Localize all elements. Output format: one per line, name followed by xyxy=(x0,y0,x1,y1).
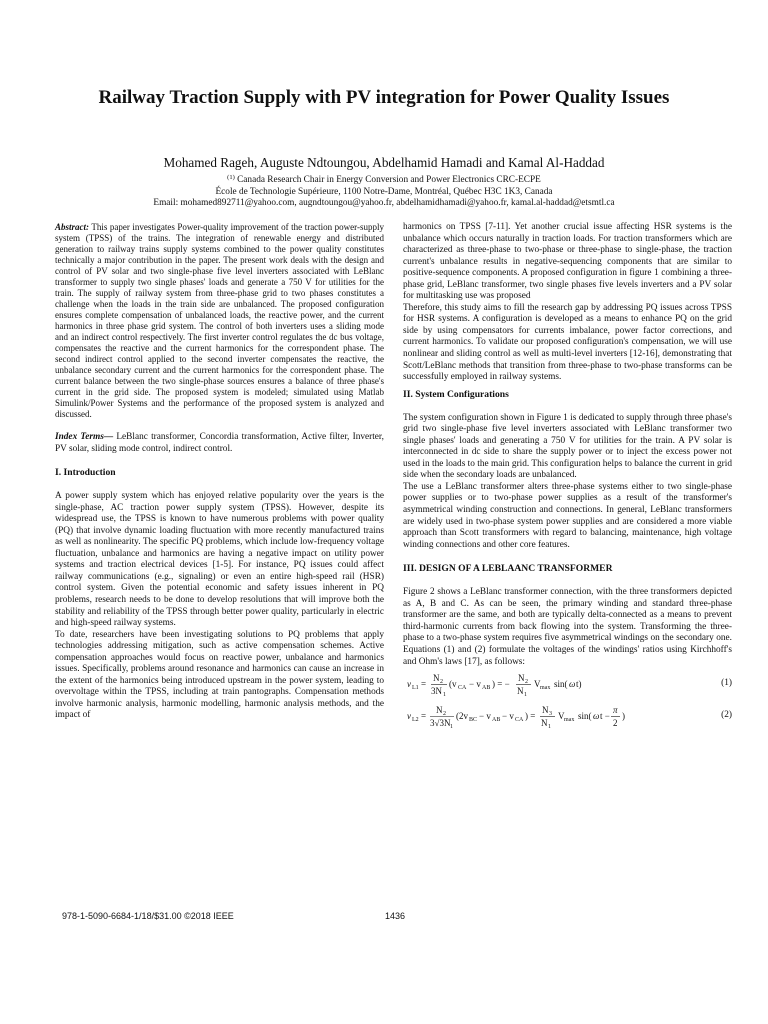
svg-text:− v: − v xyxy=(502,711,514,722)
svg-text:2: 2 xyxy=(443,711,446,718)
index-terms-label: Index Terms— xyxy=(55,432,114,442)
intro-heading: I. Introduction xyxy=(55,467,116,479)
affiliation-marker: (1) xyxy=(227,174,235,181)
svg-text:2: 2 xyxy=(525,679,528,686)
paper-title: Railway Traction Supply with PV integration for Power Quality Issues xyxy=(98,87,670,108)
svg-text:N: N xyxy=(433,673,440,684)
svg-text:N: N xyxy=(541,718,548,729)
svg-text:=: = xyxy=(421,711,427,722)
svg-text:− v: − v xyxy=(469,679,481,690)
svg-text:) =: ) = xyxy=(525,711,536,722)
design-paragraph-1: Figure 2 shows a LeBlanc transformer connection, with the three transformers depicted as A, B and C. As can be seen, the primary winding and standard three-phase transformer are the same, and both are typically delta-connected as a means to prevent third-harmonic currents from back flowing into the system. Transforming the three-phase to a two-phase system requires five asymmetrical windings on the secondary one. Equations (1) and (2) formulate the voltages of the windings' ratios using Kirchhoff's and Ohm's laws [17], as follows: xyxy=(403,587,732,667)
svg-text:ω: ω xyxy=(569,679,576,690)
right-column xyxy=(403,222,732,732)
svg-text:3: 3 xyxy=(549,711,552,718)
intro-paragraph-2: To date, researchers have been investigating solutions to PQ problems that apply technologies addressing mitigation, such as active compensation schemes. Active compensation approaches would focus on reactive power, unbalance and harmonics issues. Specifically, problems around resonance and harmonics can cause an increase in the extent of the harmonics being introduced upstream in the power system, leading to overvoltage within the TPSS, including at train pantographs. Compensation methods involve harmonic analysis, harmonic modelling, harmonic analysis methods, and the impact of xyxy=(55,629,384,721)
svg-text:t): t) xyxy=(576,679,582,690)
equation-2-graphic xyxy=(403,702,703,732)
svg-text:N: N xyxy=(517,686,524,697)
equation-2 xyxy=(403,702,732,732)
svg-text:(v: (v xyxy=(449,679,457,690)
affiliation-chair: Canada Research Chair in Energy Conversion and Power Electronics CRC-ECPE xyxy=(234,175,541,185)
svg-text:=: = xyxy=(421,679,427,690)
svg-text:v: v xyxy=(407,679,411,690)
equation-2-number: (2) xyxy=(721,710,732,721)
svg-text:) = −: ) = − xyxy=(492,679,510,690)
svg-text:max: max xyxy=(540,685,551,692)
svg-text:3N: 3N xyxy=(431,686,442,697)
index-terms xyxy=(55,432,384,455)
svg-text:N: N xyxy=(436,705,443,716)
intro-paragraph-1: A power supply system which has enjoyed relative popularity over the years is the single-phase, AC traction power supply system (TPSS). However, despite its widespread use, the TPSS is known to have numerous problems with power quality (PQ) that involve dynamic loading fluctuation with more recently manufactured trains as well as nonlinearity. The specific PQ problems, which include low-frequency voltage fluctuation, unbalance and harmonics are having a negative impact on utility power systems and traction electrical devices [1-5]. For instance, PQ issues could affect railway communications (e.g., signaling) or even an entire high-speed rail (HSR) control system. Given the potential economic and safety issues inherent in PQ problems, research needs to be done to develop resolutions that will improve both the stability and reliability of the TPSS through better power quality, particularly in electric and high-speed railway systems. xyxy=(55,491,384,629)
svg-text:v: v xyxy=(407,711,411,722)
svg-text:1: 1 xyxy=(548,724,551,731)
svg-text:AB: AB xyxy=(482,685,491,692)
svg-text:1: 1 xyxy=(443,692,446,699)
equation-1 xyxy=(403,670,732,700)
left-column xyxy=(55,222,384,722)
svg-text:− v: − v xyxy=(479,711,491,722)
affiliation-block xyxy=(40,172,728,210)
abstract xyxy=(55,222,384,420)
svg-text:AB: AB xyxy=(492,717,501,724)
affiliation-school: École de Technologie Supérieure, 1100 Notre-Dame, Montréal, Québec H3C 1K3, Canada xyxy=(215,186,553,197)
right-paragraph-2: Therefore, this study aims to fill the research gap by addressing PQ issues across TPSS for HSR systems. A configuration is developed as a means to enhance PQ on the grid side by using compensators for currents imbalance, power factor corrections, and current harmonics. To validate our proposed configuration's compensation, we will use nonlinear and sliding control as well as multi-level inverters [12-16], demonstrating that Scott/LeBlanc methods that transition from three-phase to two-phase transforms can be successfully employed in railway systems. xyxy=(403,302,732,383)
svg-text:L1: L1 xyxy=(412,685,419,692)
abstract-label: Abstract: xyxy=(55,222,90,232)
svg-text:): ) xyxy=(622,711,625,722)
equation-1-number: (1) xyxy=(721,678,732,689)
svg-text:2: 2 xyxy=(613,718,618,729)
svg-text:sin(: sin( xyxy=(554,679,568,690)
affiliation-line xyxy=(40,172,728,187)
index-terms-text: LeBlanc transformer, Concordia transformation, Active filter, Inverter, PV solar, sliding mode control, indirect control. xyxy=(55,432,384,454)
svg-text:π: π xyxy=(613,705,618,716)
svg-text:V: V xyxy=(558,711,565,722)
svg-text:max: max xyxy=(564,717,575,724)
svg-text:CA: CA xyxy=(515,717,524,724)
system-paragraph-1: The system configuration shown in Figure 1 is dedicated to supply through three phase's grid two single-phase five level inverters associated with LeBlanc transformer two single phases' loads and generating a 750 V for utilities for the train. A PV solar is interconnected in dc side to share the supply power or to inject the excess power not used in the loads to the main grid. This configuration helps to balance the current in grid side when the secondary loads are unbalanced. xyxy=(403,412,732,481)
svg-text:t −: t − xyxy=(600,711,610,722)
svg-text:(2v: (2v xyxy=(456,711,468,722)
svg-text:3√3N: 3√3N xyxy=(430,718,451,729)
design-heading: III. DESIGN OF A LEBLAANC TRANSFORMER xyxy=(403,563,613,575)
svg-text:N: N xyxy=(518,673,525,684)
author-list: Mohamed Rageh, Auguste Ndtoungou, Abdelhamid Hamadi and Kamal Al-Haddad xyxy=(163,155,605,170)
svg-text:1: 1 xyxy=(450,724,453,731)
svg-text:L2: L2 xyxy=(412,717,419,724)
svg-text:N: N xyxy=(542,705,549,716)
affiliation-email: Email: mohamed892711@yahoo.com, augndtoungou@yahoo.fr, abdelhamidhamadi@yahoo.fr, kamal.al-haddad@etsmtl.ca xyxy=(153,198,615,209)
svg-text:2: 2 xyxy=(440,679,443,686)
abstract-text: This paper investigates Power-quality improvement of the traction power-supply system (TPSS) of the trains. The integration of renewable energy and distributed generation to railway trains supply systems combined to the power quality constitutes technically a major contribution in the paper. The present work deals with the design and control of PV solar and two single-phase five level inverters associated with LeBlanc transformer to supply two single phases' loads and generate a 750 V for utilities for the train. The supply of railway system from three-phase grid to two phases constitutes a challenge when the loads in the train side are unbalanced. The proposed configuration ensures complete compensation of unbalanced loads, the reactive power, and the current harmonics in three phase grid system. The control of both inverters uses a sliding mode and an indirect control respectively. The first inverter control regulates the dc bus voltage, compensates the reactive and the current harmonics for the correspondent phase. The second indirect control applied to the second inverter compensates the reactive, the unbalance secondary current and the current harmonics for the correspondent phase. The current balance between the two single-phase sources ensures a balance of three phase's current in the grid side. The proposed system is modeled; simulated using Matlab Simulink/Power Systems and the performance of the proposed system is analyzed and discussed. xyxy=(55,222,384,419)
page-number: 1436 xyxy=(385,911,406,921)
svg-text:1: 1 xyxy=(524,692,527,699)
svg-text:ω: ω xyxy=(593,711,600,722)
system-heading: II. System Configurations xyxy=(403,388,509,400)
svg-text:sin(: sin( xyxy=(578,711,592,722)
svg-text:BC: BC xyxy=(469,717,478,724)
equation-1-graphic xyxy=(403,670,703,700)
footer-copyright: 978-1-5090-6684-1/18/$31.00 ©2018 IEEE xyxy=(62,911,234,921)
right-paragraph-1: harmonics on TPSS [7-11]. Yet another crucial issue affecting HSR systems is the unbalance which occurs naturally in traction loads. For traction transformers which are characterized as three-phase to two-phase or three-phase to single-phase, the traction current's unbalance results in negative-sequencing components that are similar to positive-sequence components. A proposed configuration in figure 1 combining a three-phase grid, LeBlanc transformer, two single phases five levels inverters and a PV solar for multitasking use was proposed xyxy=(403,222,732,302)
svg-text:CA: CA xyxy=(458,685,467,692)
svg-text:V: V xyxy=(534,679,541,690)
system-paragraph-2: The use a LeBlanc transformer alters three-phase systems either to two single-phase power supplies or to two-phase power supplies as a result of the transformer's asymmetrical winding construction and connections. In general, LeBlanc transformers are widely used in two-phase system power supplies and are considered a more viable approach than Scott transformers with regard to balancing, maintenance, high voltage winding connections and other core features. xyxy=(403,481,732,550)
